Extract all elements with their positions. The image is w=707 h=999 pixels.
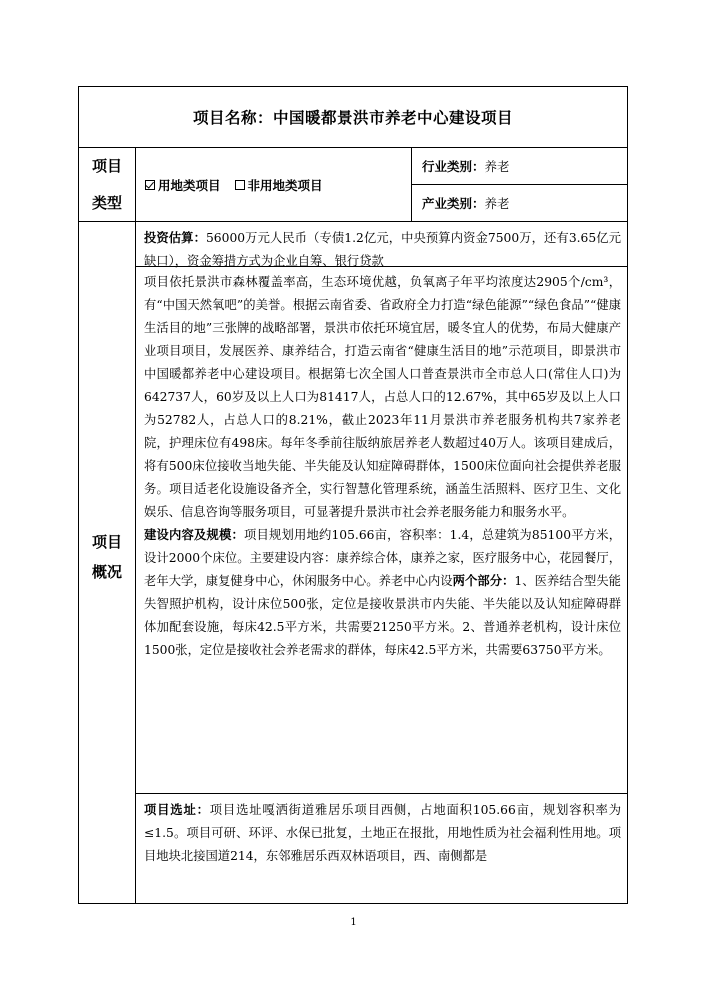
nonland-project-option-label: 非用地类项目 <box>247 177 323 193</box>
project-type-label-line1: 项目 <box>91 157 122 175</box>
project-table <box>78 86 628 904</box>
scale-key-2: 两个部分： <box>452 574 515 588</box>
land-project-checkbox[interactable] <box>145 180 155 190</box>
sector-key: 产业类别： <box>422 196 485 211</box>
site-section <box>136 799 627 903</box>
investment-section <box>136 227 627 273</box>
investment-key: 投资估算： <box>144 231 206 245</box>
nonland-project-checkbox[interactable] <box>235 180 245 190</box>
page-number: 1 <box>350 917 357 928</box>
land-project-option-label: 用地类项目 <box>158 177 221 193</box>
industry-value: 养老 <box>484 159 510 174</box>
project-title: 项目名称：中国暖都景洪市养老中心建设项目 <box>192 109 513 127</box>
divider <box>135 793 627 794</box>
project-type-options <box>145 148 405 221</box>
investment-text: 56000万元人民币（专债1.2亿元，中央预算内资金7500万，还有3.65亿元缺口），资金筹措方式为企业自筹、银行贷款 <box>144 231 621 268</box>
overview-label-line1: 项目 <box>91 533 122 551</box>
site-text: 项目选址嘎洒街道雅居乐项目西侧，占地面积105.66亩，规划容积率为≤1.5。项目可研、环评、水保已批复，土地正在报批，用地性质为社会福利性用地。项目地块北接国道214，东邻雅居乐西双林语项目，西、南侧都是 <box>144 803 621 863</box>
industry-field <box>412 148 627 184</box>
overview-label-line2: 概况 <box>91 563 122 581</box>
divider <box>79 221 627 222</box>
sector-value: 养老 <box>484 196 510 211</box>
scale-key: 建设内容及规模： <box>144 528 244 542</box>
sector-field <box>412 185 627 221</box>
scale-text-2: 1、医养结合型失能失智照护机构，设计床位500张，定位是接收景洪市内失能、半失能以及认知症障碍群体加配套设施，每床42.5平方米，共需要21250平方米。2、普通养老机构，设计床位1500张，定位是接收社会养老需求的群体，每床42.5平方米，共需要63750平方米。 <box>144 574 621 657</box>
project-type-label-line2: 类型 <box>91 194 122 212</box>
background-text: 项目依托景洪市森林覆盖率高，生态环境优越，负氧离子年平均浓度达2905个/cm³，有“中国天然氧吧”的美誉。根据云南省委、省政府全力打造“绿色能源”“绿色食品”“健康生活目的地”三张牌的战略部署，景洪市依托环境宜居，暖冬宜人的优势，布局大健康产业项目项目，发展医养、康养结合，打造云南省“健康生活目的地”示范项目，即景洪市中国暖都养老中心建设项目。根据第七次全国人口普查景洪市全市总人口(常住人口)为642737人，60岁及以上人口为81417人，占总人口的12.67%，其中65岁及以上人口为52782人，占总人口的8.21%，截止2023年11月景洪市养老服务机构共7家养老院，护理床位有498床。每年冬季前往版纳旅居养老人数超过40万人。该项目建成后，将有500床位接收当地失能、半失能及认知症障碍群体，1500床位面向社会提供养老服务。项目适老化设施设备齐全，实行智慧化管理系统，涵盖生活照料、医疗卫生、文化娱乐、信息咨询等服务项目，可显著提升景洪市社会养老服务能力和服务水平。 <box>144 275 621 519</box>
project-type-label <box>79 148 135 222</box>
site-key: 项目选址： <box>144 803 210 817</box>
industry-key: 行业类别： <box>422 159 485 174</box>
scale-text-1: 项目规划用地约105.66亩，容积率：1.4，总建筑为85100平方米，设计2000个床位。主要建设内容：康养综合体，康养之家，医疗服务中心，花园餐厅，老年大学，康复健身中心，休闲服务中心。养老中心内设 <box>144 528 621 588</box>
overview-label <box>79 527 135 587</box>
overview-section <box>136 271 627 662</box>
